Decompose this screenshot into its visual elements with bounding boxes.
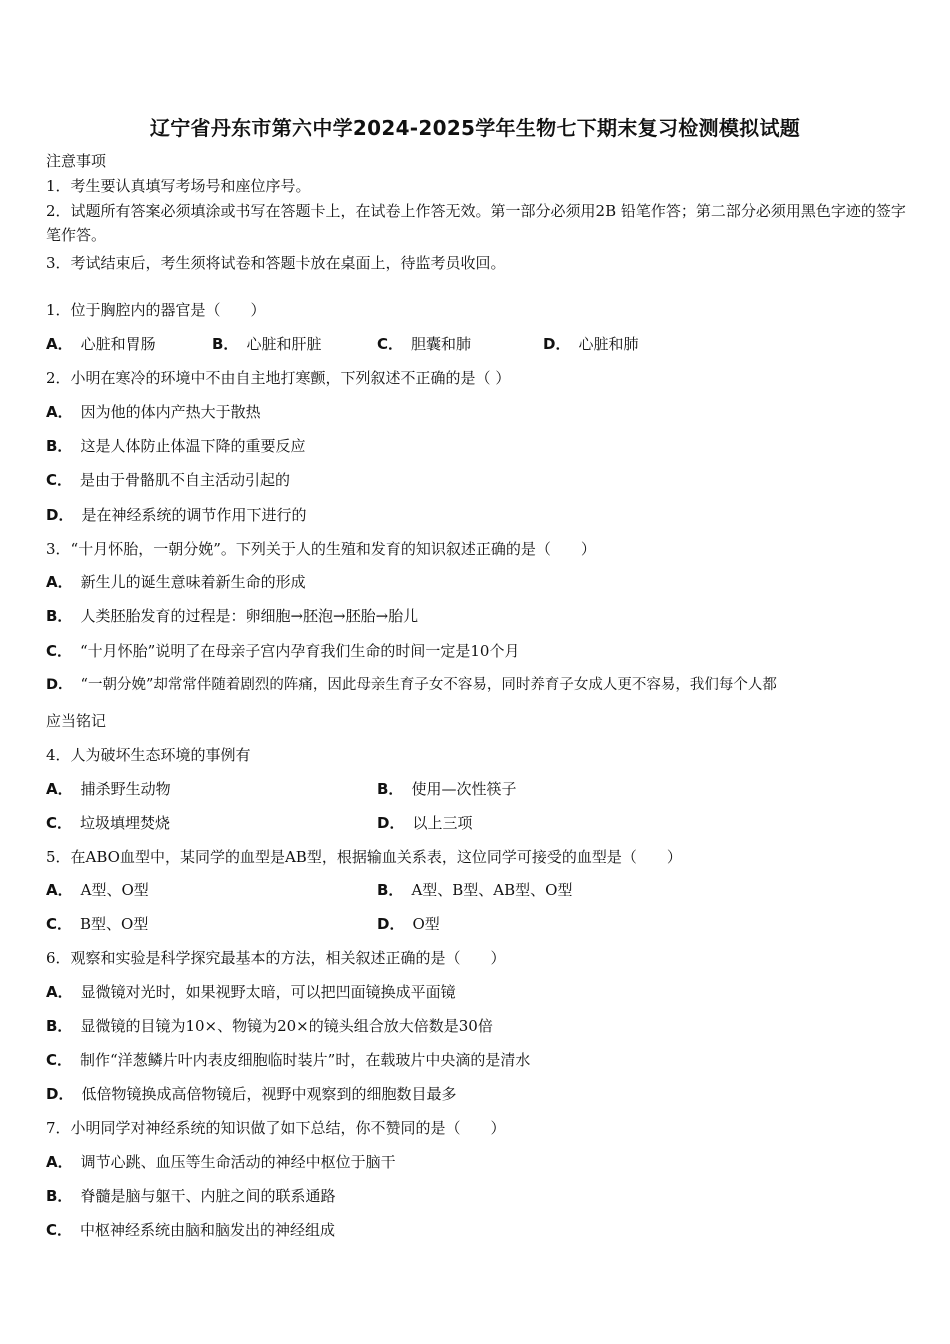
option-c: [46, 470, 290, 490]
option-d: [377, 914, 440, 934]
option-text: 捕杀野生动物: [80, 780, 171, 798]
option-d: [377, 813, 472, 833]
option-letter: D．: [543, 335, 571, 353]
question-stem: 6．观察和实验是科学探究最基本的方法，相关叙述正确的是（ ）: [46, 949, 506, 967]
option-text: 显微镜对光时，如果视野太暗，可以把凹面镜换成平面镜: [80, 983, 456, 1001]
option-letter: B．: [377, 881, 404, 899]
option-a: [46, 572, 306, 592]
option-a: [46, 402, 261, 422]
option-c: [46, 1050, 530, 1070]
option-text: “十月怀胎”说明了在母亲子宫内孕育我们生命的时间一定是10个月: [80, 642, 520, 660]
exam-title: 辽宁省丹东市第六中学2024-2025学年生物七下期末复习检测模拟试题: [149, 116, 801, 140]
option-text: 中枢神经系统由脑和脑发出的神经组成: [80, 1221, 336, 1239]
option-letter: A．: [46, 881, 73, 899]
option-text: 心脏和肺: [578, 335, 639, 353]
option-letter: A．: [46, 403, 73, 421]
option-text: 心脏和胃肠: [80, 335, 156, 353]
option-c: [377, 334, 471, 354]
option-letter: A．: [46, 780, 73, 798]
option-text: 制作“洋葱鳞片叶内表皮细胞临时装片”时，在载玻片中央滴的是清水: [80, 1051, 531, 1069]
notice-item: 3．考试结束后，考生须将试卷和答题卡放在桌面上，待监考员收回。: [46, 254, 506, 272]
option-text: 是在神经系统的调节作用下进行的: [81, 506, 307, 524]
option-b: [377, 880, 572, 900]
option-letter: D．: [46, 677, 73, 693]
option-letter: A．: [46, 1153, 73, 1171]
option-continuation: 应当铭记: [46, 712, 107, 730]
option-b: [46, 1016, 493, 1036]
option-c: [46, 1220, 335, 1240]
option-text: 以上三项: [412, 814, 473, 832]
option-a: [46, 334, 156, 354]
option-text: 心脏和肝脏: [246, 335, 322, 353]
option-text: 这是人体防止体温下降的重要反应: [80, 437, 306, 455]
option-letter: A．: [46, 983, 73, 1001]
question-stem: 1．位于胸腔内的器官是（ ）: [46, 301, 266, 319]
option-letter: A．: [46, 573, 73, 591]
option-letter: B．: [377, 780, 404, 798]
option-text: “一朝分娩”却常常伴随着剧烈的阵痛，因此母亲生育子女不容易，同时养育子女成人更不容易，我们每个人都: [80, 677, 777, 693]
option-text: A型、O型: [80, 881, 149, 899]
question-stem: 2．小明在寒冷的环境中不由自主地打寒颤，下列叙述不正确的是（ ）: [46, 369, 511, 387]
option-text: 使用—次性筷子: [411, 780, 517, 798]
option-a: [46, 880, 149, 900]
option-letter: C．: [46, 915, 73, 933]
question-stem: 4．人为破坏生态环境的事例有: [46, 746, 251, 764]
option-text: O型: [412, 915, 440, 933]
option-b: [46, 436, 305, 456]
option-letter: A．: [46, 335, 73, 353]
option-letter: D．: [46, 506, 74, 524]
option-letter: B．: [46, 1017, 73, 1035]
option-letter: C．: [46, 471, 73, 489]
option-c: [46, 641, 519, 661]
option-b: [212, 334, 321, 354]
option-letter: C．: [377, 335, 404, 353]
notice-item: 1．考生要认真填写考场号和座位序号。: [46, 177, 311, 195]
option-letter: B．: [212, 335, 239, 353]
option-text: 低倍物镜换成高倍物镜后，视野中观察到的细胞数目最多: [81, 1085, 457, 1103]
option-d: [543, 334, 638, 354]
option-text: B型、O型: [80, 915, 149, 933]
option-text: 人类胚胎发育的过程是：卵细胞→胚泡→胚胎→胎儿: [80, 607, 419, 625]
option-b: [377, 779, 516, 799]
option-c: [46, 914, 148, 934]
option-b: [46, 1186, 335, 1206]
option-text: 垃圾填埋焚烧: [80, 814, 171, 832]
option-letter: B．: [46, 437, 73, 455]
option-text: 脊髓是脑与躯干、内脏之间的联系通路: [80, 1187, 336, 1205]
option-letter: C．: [46, 1221, 73, 1239]
question-stem: 3．“十月怀胎，一朝分娩”。下列关于人的生殖和发育的知识叙述正确的是（ ）: [46, 540, 596, 558]
option-text: 显微镜的目镜为10×、物镜为20×的镜头组合放大倍数是30倍: [80, 1017, 493, 1035]
option-text: 胆囊和肺: [411, 335, 472, 353]
option-letter: C．: [46, 1051, 73, 1069]
option-a: [46, 982, 456, 1002]
option-a: [46, 1152, 396, 1172]
option-letter: B．: [46, 607, 73, 625]
question-stem: 5．在ABO血型中，某同学的血型是AB型，根据输血关系表，这位同学可接受的血型是（ ）: [46, 848, 682, 866]
option-a: [46, 779, 171, 799]
option-letter: C．: [46, 642, 73, 660]
notice-heading: 注意事项: [46, 152, 107, 170]
option-letter: C．: [46, 814, 73, 832]
option-text: 调节心跳、血压等生命活动的神经中枢位于脑干: [80, 1153, 396, 1171]
option-letter: D．: [377, 814, 405, 832]
option-text: 是由于骨骼肌不自主活动引起的: [80, 471, 291, 489]
question-stem: 7．小明同学对神经系统的知识做了如下总结，你不赞同的是（ ）: [46, 1119, 506, 1137]
option-letter: B．: [46, 1187, 73, 1205]
option-text: A型、B型、AB型、O型: [411, 881, 573, 899]
option-text: 新生儿的诞生意味着新生命的形成: [80, 573, 306, 591]
option-d: [46, 675, 777, 695]
option-d: [46, 505, 306, 525]
option-text: 因为他的体内产热大于散热: [80, 403, 261, 421]
option-letter: D．: [46, 1085, 74, 1103]
option-c: [46, 813, 170, 833]
notice-item: 2．试题所有答案必须填涂或书写在答题卡上，在试卷上作答无效。第一部分必须用2B 铅笔作答；第二部分必须用黑色字迹的签字笔作答。: [46, 202, 906, 244]
option-d: [46, 1084, 456, 1104]
option-letter: D．: [377, 915, 405, 933]
option-b: [46, 606, 418, 626]
